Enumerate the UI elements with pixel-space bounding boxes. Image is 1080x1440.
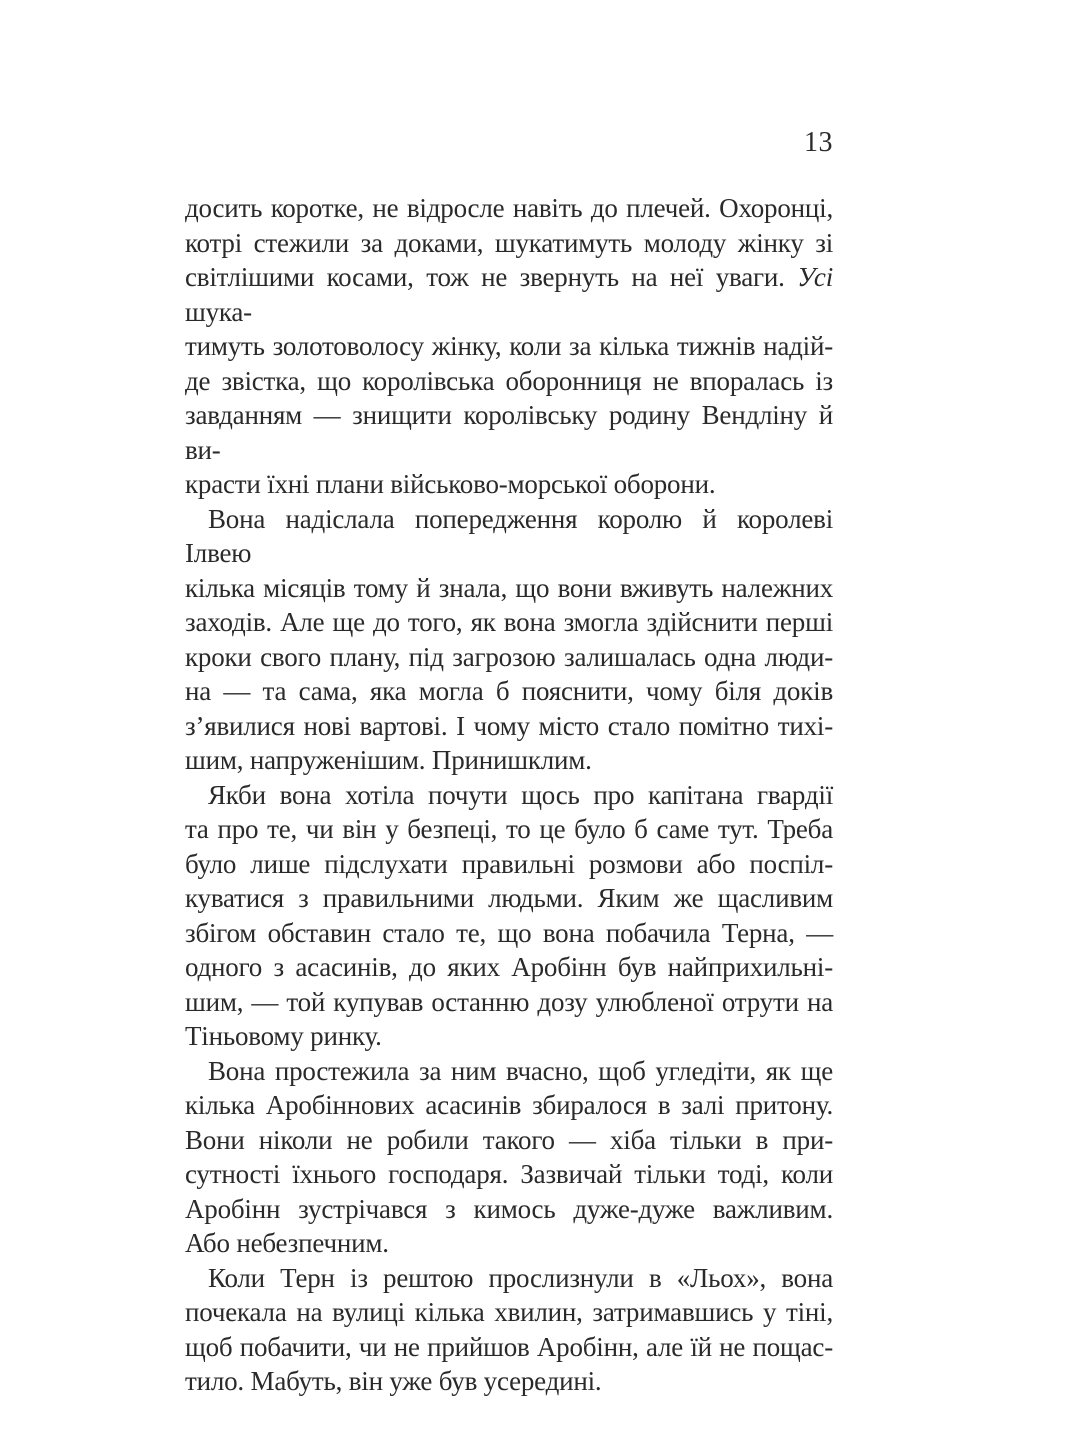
text-line	[185, 502, 833, 571]
text-segment: Коли Терн із рештою прослизнули в «Льох», вона	[208, 1262, 833, 1293]
text-segment: Аробінн зустрічався з кимось дуже-дуже важливим.	[185, 1193, 833, 1224]
text-line	[185, 1054, 833, 1089]
text-segment: шим, напруженішим. Принишклим.	[185, 745, 592, 775]
text-segment: заходів. Але ще до того, як вона змогла здійснити перші	[185, 607, 833, 637]
text-line	[185, 778, 833, 813]
text-segment: з’явилися нові вартові. І чому місто стало помітно тихі-	[185, 710, 833, 741]
text-line	[185, 1019, 833, 1054]
text-line	[185, 640, 833, 675]
text-line	[185, 260, 833, 329]
text-line	[185, 1157, 833, 1192]
text-segment: Тіньовому ринку.	[185, 1021, 382, 1051]
text-line	[185, 605, 833, 640]
text-line	[185, 916, 833, 951]
text-segment: завданням — знищити королівську родину Вендліну й ви-	[185, 400, 833, 465]
text-line	[185, 743, 833, 778]
text-segment: сутності їхнього господаря. Зазвичай тільки тоді, коли	[185, 1159, 833, 1189]
text-line	[185, 467, 833, 502]
italic-text: Усі	[797, 262, 833, 292]
text-segment: досить коротке, не відросле навіть до плечей. Охоронці,	[185, 193, 833, 223]
text-segment: шука-	[185, 296, 252, 327]
paragraph	[185, 1054, 833, 1261]
text-line	[185, 881, 833, 916]
text-line	[185, 1088, 833, 1123]
text-segment: Або небезпечним.	[185, 1228, 389, 1258]
text-line	[185, 1364, 833, 1399]
paragraph	[185, 502, 833, 778]
text-segment: було лише підслухати правильні розмови або поспіл-	[185, 848, 833, 879]
text-segment: почекала на вулиці кілька хвилин, затримавшись у тіні,	[185, 1297, 833, 1327]
text-segment: котрі стежили за доками, шукатимуть молоду жінку зі	[185, 227, 833, 258]
text-line	[185, 709, 833, 744]
text-line	[185, 1192, 833, 1227]
paragraph	[185, 191, 833, 502]
text-segment: тимуть золотоволосу жінку, коли за кілька тижнів надій-	[185, 331, 833, 361]
text-line	[185, 329, 833, 364]
text-line	[185, 398, 833, 467]
text-segment: Якби вона хотіла почути щось про капітана гвардії	[208, 779, 833, 810]
text-segment: де звістка, що королівська оборонниця не впоралась із	[185, 365, 833, 396]
text-line	[185, 1226, 833, 1261]
text-segment: кілька місяців тому й знала, що вони вживуть належних	[185, 572, 833, 603]
text-block	[185, 191, 833, 1399]
paragraph	[185, 778, 833, 1054]
text-segment: кілька Аробіннових асасинів збиралося в залі притону.	[185, 1090, 833, 1120]
text-segment: шим, — той купував останню дозу улюбленої отрути на	[185, 986, 833, 1017]
paragraph	[185, 1261, 833, 1399]
text-line	[185, 985, 833, 1020]
text-segment: на — та сама, яка могла б пояснити, чому біля доків	[185, 676, 833, 706]
text-segment: Вона простежила за ним вчасно, щоб угледіти, як ще	[208, 1055, 833, 1086]
text-line	[185, 1123, 833, 1158]
text-segment: щоб побачити, чи не прийшов Аробінн, але їй не пощас-	[185, 1331, 833, 1362]
text-line	[185, 1295, 833, 1330]
text-line	[185, 1330, 833, 1365]
text-line	[185, 191, 833, 226]
text-segment: красти їхні плани військово-морської оборони.	[185, 469, 716, 499]
text-line	[185, 812, 833, 847]
text-line	[185, 950, 833, 985]
text-line	[185, 847, 833, 882]
text-segment: одного з асасинів, до яких Аробінн був найприхильні-	[185, 952, 833, 982]
text-segment: Вони ніколи не робили такого — хіба тільки в при-	[185, 1124, 833, 1155]
text-line	[185, 226, 833, 261]
text-segment: куватися з правильними людьми. Яким же щасливим	[185, 883, 833, 913]
text-segment: та про те, чи він у безпеці, то це було б саме тут. Треба	[185, 814, 833, 844]
text-segment: Вона надіслала попередження королю й королеві Ілвею	[185, 503, 833, 568]
text-line	[185, 571, 833, 606]
text-segment: тило. Мабуть, він уже був усередині.	[185, 1366, 602, 1396]
text-line	[185, 364, 833, 399]
text-segment: збігом обставин стало те, що вона побачила Терна, —	[185, 917, 833, 948]
text-segment: світлішими косами, тож не звернуть на неї уваги.	[185, 262, 798, 292]
page-number: 13	[804, 127, 833, 158]
text-line	[185, 1261, 833, 1296]
text-segment: кроки свого плану, під загрозою залишалась одна люди-	[185, 641, 833, 672]
text-line	[185, 674, 833, 709]
